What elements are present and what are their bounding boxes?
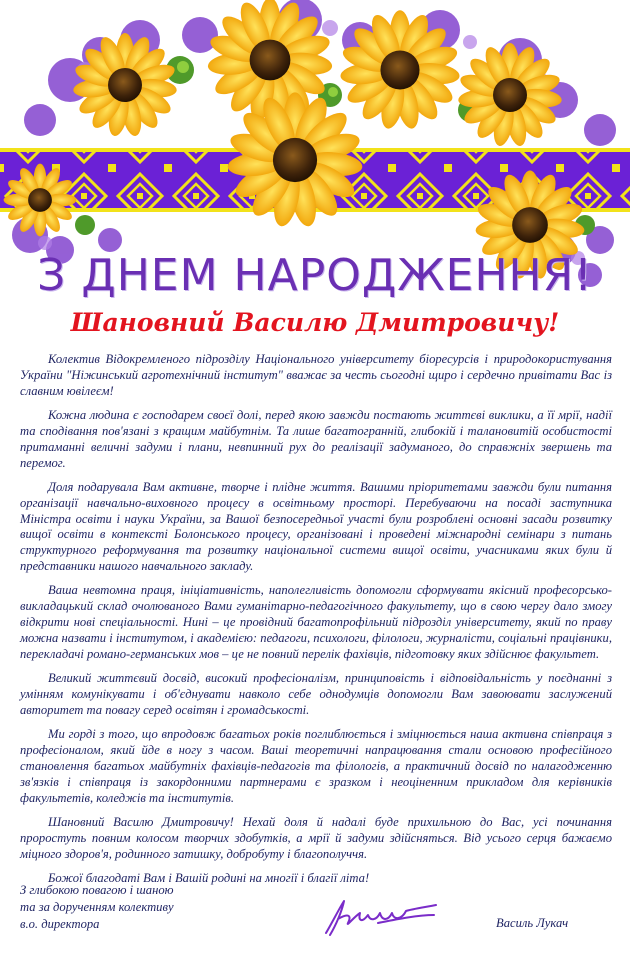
card-title: З ДНЕМ НАРОДЖЕННЯ! <box>37 250 593 301</box>
paragraph: Ми горді з того, що впродовж багатьох років поглиблюється і зміцнюється наша активна співпраця з професіоналом, який йде в ногу з часом. Ваші теоретичні напрацювання стали основою професійного становлення багатьох майбутніх фахівців-педагогів та філологів, а практичний досвід по налагодженню зв'язків і співпраця із закордонними партнерами є зразком і неоціненним прикладом для керівників факультетів, коледжів та інститутів. <box>20 726 612 805</box>
paragraph: Ваша невтомна праця, ініціативність, наполегливість допомогли сформувати якісний професорсько-викладацький склад очолюваного Вами гуманітарно-педагогічного факультету, що в свою чергу дало змогу відкрити нові спеціальності. Нині – це провідний багатопрофільний підрозділ університету, який по праву можна назвати і інститутом, і академією: педагоги, психологи, філологи, журналісти, соціальні працівники, перекладачі романо-германських мов – це не повний перелік фахівців, підготовку яких здійснює факультет. <box>20 583 612 661</box>
paragraph: Шановний Василю Дмитровичу! Нехай доля й надалі буде прихильною до Вас, усі починання проростуть повним колосом творчих здобутків, а мрії й задуми здійсняться. Від усього серця бажаємо міцного здоров'я, родинного затишку, добробуту і благополуччя. <box>20 814 612 861</box>
salutation: Шановний Василю Дмитровичу! <box>70 308 560 337</box>
closing-line: в.о. директора <box>20 917 100 931</box>
paragraph: Божої благодаті Вам і Вашій родині на многії і благії літа! <box>48 870 370 885</box>
paragraph: Великий життєвий досвід, високий професіоналізм, принциповість і відповідальність у поєднанні з умінням комунікувати і об'єднувати навколо себе однодумців допомогли Вам завоювати заслужений авторитет та повагу серед освітян і громадськості. <box>20 671 612 717</box>
handwritten-signature <box>318 893 442 939</box>
paragraph: Кожна людина є господарем своєї долі, перед якою завжди постають життєві виклики, а її мрії, надії та сподівання пов'язані з кращим майбутнім. Та лише багатогранній, глибокій і талановитій особистості притаманні величні задуми і плани, невпинний рух до реалізації задуманого, до справжніх звершень та перемог. <box>20 407 612 470</box>
paragraph: Доля подарувала Вам активне, творче і плідне життя. Вашими пріоритетами завжди були питання організації навчально-виховного процесу в освітньому просторі. Перебуваючи на посаді заступника Міністра освіти і науки України, за Вашої безпосередньої участі були розроблені основні засади розвитку вищої освіти в контексті Болонського процесу, організовані і проведені міжнародні семінари з питань структурного реформування та розвитку національної системи вищої освіти, учасниками яких були й представники нашого навчального закладу. <box>20 479 612 574</box>
letter-body <box>20 352 612 895</box>
signer-name: Василь Лукач <box>496 916 569 930</box>
closing-line: та за дорученням колективу <box>20 900 174 914</box>
closing-block <box>20 882 174 933</box>
paragraph: Колектив Відокремленого підрозділу Національного університету біоресурсів і природокористування України "Ніжинський агротехнічний інститут" вважає за честь сьогодні щиро і сердечно привітати Вас із славним ювілеєм! <box>20 352 612 398</box>
closing-line: З глибокою повагою і шаною <box>20 883 174 897</box>
